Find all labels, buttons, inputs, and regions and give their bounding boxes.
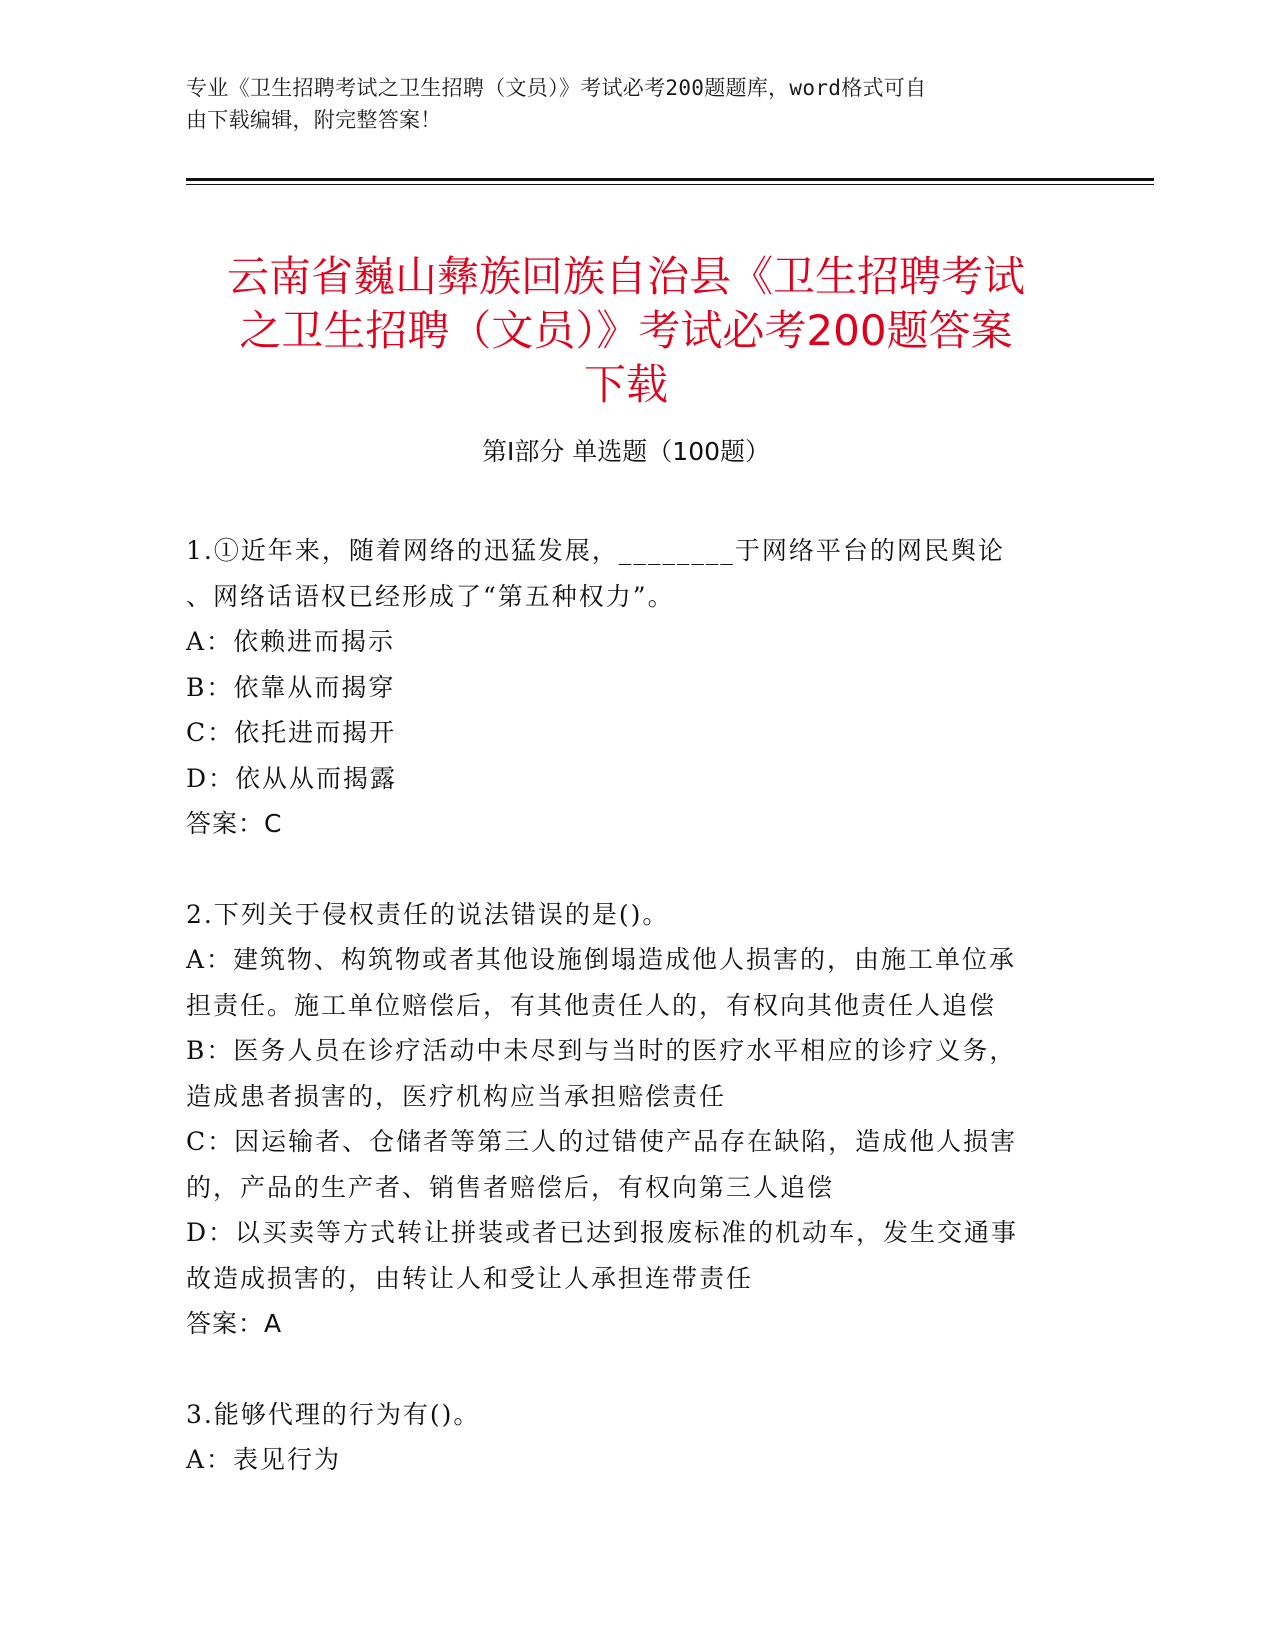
title-line: 下载 [583,360,668,410]
title-line: 之卫生招聘（文员）》考试必考200题答案 [239,306,1013,356]
option-c: C：依托进而揭开 [186,718,397,747]
header-note-line: 由下载编辑，附完整答案！ [186,108,442,132]
question-list [186,528,1086,1528]
option-d: D：依从从而揭露 [186,763,398,793]
question-item [186,528,1086,847]
option-c-continued: 的，产品的生产者、销售者赔偿后，有权向第三人追偿 [186,1172,835,1202]
option-a: A：表见行为 [186,1445,342,1474]
section-heading: 第Ⅰ部分 单选题（100题） [481,437,771,466]
option-a-continued: 担责任。施工单位赔偿后，有其他责任人的，有权向其他责任人追偿 [186,990,997,1020]
document-title [186,250,1066,412]
option-c: C：因运输者、仓储者等第三人的过错使产品存在缺陷，造成他人损害 [186,1127,1018,1156]
header-note-line: 专业《卫生招聘考试之卫生招聘（文员）》考试必考200题题库，word格式可自 [186,76,927,100]
question-item [186,892,1086,1347]
header-divider-thick [186,178,1154,181]
question-item [186,1392,1086,1483]
option-a: A：建筑物、构筑物或者其他设施倒塌造成他人损害的，由施工单位承 [186,945,1017,974]
header-divider-thin [186,184,1154,185]
option-b-continued: 造成患者损害的，医疗机构应当承担赔偿责任 [186,1081,727,1111]
option-b: B：依靠从而揭穿 [186,672,396,702]
option-d: D：以买卖等方式转让拼装或者已达到报废标准的机动车，发生交通事 [186,1218,1019,1247]
option-d-continued: 故造成损害的，由转让人和受让人承担连带责任 [186,1263,754,1293]
question-stem: 3.能够代理的行为有()。 [186,1399,481,1429]
answer-text: 答案：A [186,1309,283,1338]
option-a: A：依赖进而揭示 [186,627,396,656]
question-stem: 2.下列关于侵权责任的说法错误的是()。 [186,899,670,929]
title-line: 云南省巍山彝族回族自治县《卫生招聘考试 [226,252,1025,302]
option-b: B：医务人员在诊疗活动中未尽到与当时的医疗水平相应的诊疗义务， [186,1036,1017,1065]
header-note [186,72,1066,136]
answer-text: 答案：C [186,809,283,838]
question-stem: 、网络话语权已经形成了“第五种权力”。 [186,581,675,611]
question-stem: 1.①近年来，随着网络的迅猛发展，________于网络平台的网民舆论 [186,536,1005,565]
